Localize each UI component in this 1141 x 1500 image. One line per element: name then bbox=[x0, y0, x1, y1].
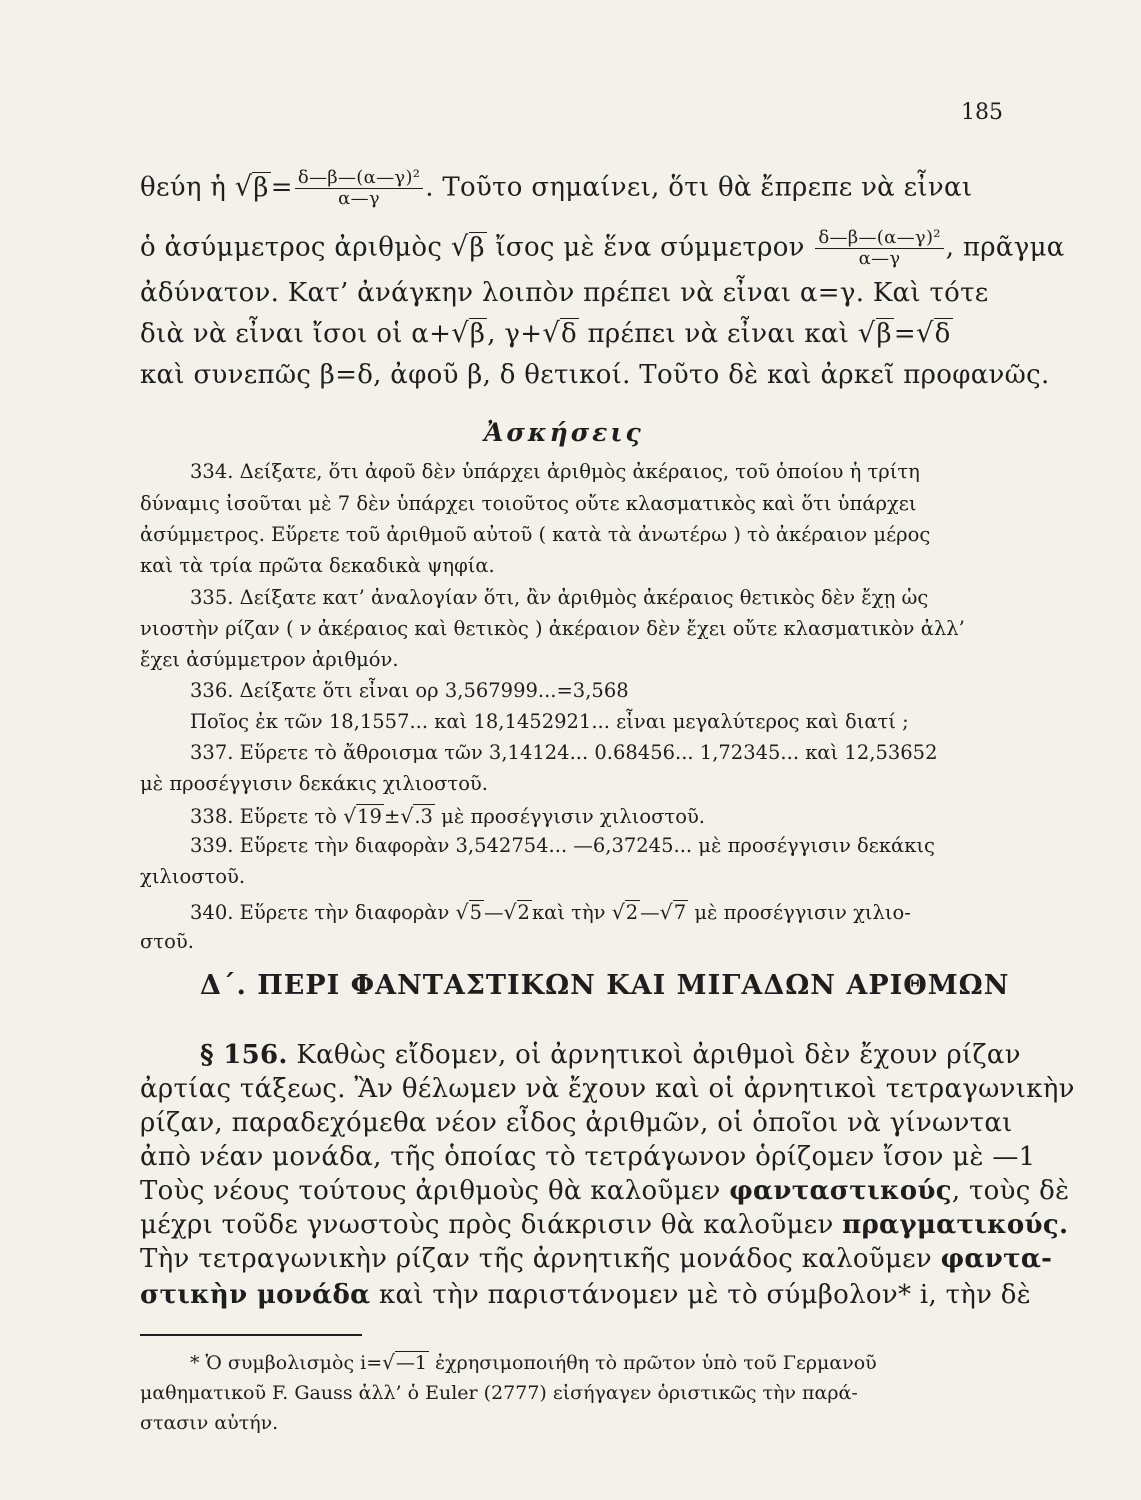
body-line-3: ρίζαν, παραδεχόμεθα νέον εἶδος ἀριθμῶν, οἱ ὁποῖοι νὰ γίνωνται bbox=[140, 1108, 1013, 1138]
text-span: μὲ προσέγγισιν χιλιο- bbox=[688, 901, 911, 924]
footnote-line-1 bbox=[190, 1350, 1008, 1374]
sqrt-symbol: √ bbox=[542, 318, 561, 349]
radicand: β bbox=[876, 319, 892, 349]
fraction-numerator: δ—β—(α—γ)² bbox=[295, 168, 423, 189]
radicand: 2 bbox=[517, 901, 530, 924]
text-span: θεύη ἡ bbox=[140, 172, 235, 203]
sqrt-symbol: √ bbox=[611, 900, 625, 924]
text-span: καὶ τὴν bbox=[531, 901, 612, 924]
radicand: β bbox=[253, 172, 269, 203]
sqrt-symbol: √ bbox=[455, 900, 469, 924]
exercise-334-line-4: καὶ τὰ τρία πρῶτα δεκαδικὰ ψηφία. bbox=[140, 554, 495, 577]
exercise-339-line-1: 339. Εὕρετε τὴν διαφορὰν 3,542754... —6,37245... μὲ προσέγγισιν δεκάκις bbox=[190, 834, 935, 857]
text-line-1 bbox=[140, 168, 1008, 209]
radicand: δ bbox=[561, 319, 577, 349]
exercise-338-line bbox=[190, 804, 1008, 828]
body-line-8 bbox=[140, 1280, 1032, 1310]
fraction bbox=[295, 168, 423, 209]
text-span: μέχρι τοῦδε γνωστοὺς πρὸς διάκρισιν θὰ καλοῦμεν bbox=[140, 1210, 843, 1240]
fraction-numerator: δ—β—(α—γ)² bbox=[815, 228, 943, 249]
section-number: § 156. bbox=[200, 1040, 288, 1070]
sqrt-symbol: √ bbox=[343, 804, 357, 828]
text-line-2 bbox=[140, 227, 1065, 269]
fraction-denominator: α—γ bbox=[858, 248, 901, 269]
equals-sign: = bbox=[270, 172, 293, 203]
bold-term: φαντα- bbox=[940, 1244, 1053, 1274]
equals-sign: = bbox=[893, 319, 916, 349]
text-span: . Τοῦτο σημαίνει, ὅτι θὰ ἔπρεπε νὰ εἶναι bbox=[425, 172, 973, 203]
sqrt-symbol: √ bbox=[382, 1350, 395, 1374]
body-line-6 bbox=[140, 1210, 1069, 1240]
exercise-337-line-1: 337. Εὕρετε τὸ ἄθροισμα τῶν 3,14124... 0.68456... 1,72345... καὶ 12,53652 bbox=[190, 741, 938, 764]
exercise-334-line-3: ἀσύμμετρος. Εὕρετε τοῦ ἀριθμοῦ αὐτοῦ ( κατὰ τὰ ἀνωτέρω ) τὸ ἀκέραιον μέρος bbox=[140, 523, 931, 546]
text-span: * Ὁ συμβολισμὸς i= bbox=[190, 1352, 383, 1374]
text-span: Καθὼς εἴδομεν, οἱ ἀρνητικοὶ ἀριθμοὶ δὲν ἔχουν ρίζαν bbox=[287, 1040, 1021, 1070]
exercise-340-line-1 bbox=[190, 900, 1008, 924]
radicand: 19 bbox=[357, 805, 382, 828]
fraction bbox=[815, 228, 943, 269]
body-line-5 bbox=[140, 1176, 1070, 1206]
body-line-1 bbox=[200, 1040, 1021, 1070]
text-span: Τὴν τετραγωνικὴν ρίζαν τῆς ἀρνητικῆς μονάδος καλοῦμεν bbox=[140, 1244, 941, 1274]
exercise-340-line-2: στοῦ. bbox=[140, 930, 194, 953]
text-line-3: ἀδύνατον. Κατ’ ἀνάγκην λοιπὸν πρέπει νὰ εἶναι α=γ. Καὶ τότε bbox=[140, 278, 989, 308]
text-span: διὰ νὰ εἶναι ἴσοι οἱ α+ bbox=[140, 319, 452, 349]
exercise-335-line-3: ἔχει ἀσύμμετρον ἀριθμόν. bbox=[140, 648, 399, 671]
exercises-title: Ἀσκήσεις bbox=[484, 418, 644, 447]
sqrt-symbol: √ bbox=[234, 171, 253, 203]
sqrt-symbol: √ bbox=[857, 318, 876, 349]
sqrt-symbol: √ bbox=[659, 900, 673, 924]
footnote-line-3: στασιν αὐτήν. bbox=[140, 1412, 279, 1434]
bold-term: πραγματικούς. bbox=[842, 1210, 1069, 1240]
text-span: 340. Εὕρετε τὴν διαφορὰν bbox=[190, 901, 456, 924]
text-span: 338. Εὕρετε τὸ bbox=[190, 805, 344, 828]
page-number: 185 bbox=[961, 100, 1003, 125]
text-span: , πρᾶγμα bbox=[945, 232, 1065, 263]
text-span: Τοὺς νέους τούτους ἀριθμοὺς θὰ καλοῦμεν bbox=[140, 1176, 730, 1206]
text-span: ἐχρησιμοποιήθη τὸ πρῶτον ὑπὸ τοῦ Γερμανοῦ bbox=[428, 1352, 877, 1374]
fraction-denominator: α—γ bbox=[338, 188, 380, 209]
radicand: 2 bbox=[625, 901, 639, 924]
radicand: β bbox=[469, 319, 486, 349]
bold-term: φανταστικούς bbox=[729, 1176, 952, 1206]
sqrt-symbol: √ bbox=[450, 231, 469, 263]
text-line-4 bbox=[140, 318, 1008, 349]
exercise-335-line-2: νιοστὴν ρίζαν ( ν ἀκέραιος καὶ θετικὸς ) ἀκέραιον δὲν ἔχει οὔτε κλασματικὸν ἀλλ’ bbox=[140, 617, 965, 640]
text-span: , τοὺς δὲ bbox=[951, 1176, 1070, 1206]
radicand: —1 bbox=[395, 1352, 427, 1374]
text-span: μὲ προσέγγισιν χιλιοστοῦ. bbox=[434, 805, 705, 828]
plus-minus-sign: ± bbox=[383, 805, 401, 828]
sqrt-symbol: √ bbox=[400, 804, 414, 828]
text-span: καὶ τὴν παριστάνομεν μὲ τὸ σύμβολον* i, τὴν δὲ bbox=[370, 1280, 1032, 1310]
text-span: ὁ ἀσύμμετρος ἀριθμὸς bbox=[140, 232, 451, 263]
body-line-4: ἀπὸ νέαν μονάδα, τῆς ὁποίας τὸ τετράγωνον ὁρίζομεν ἴσον μὲ —1 bbox=[140, 1142, 1036, 1172]
bold-term: στικὴν μονάδα bbox=[140, 1280, 371, 1310]
minus-sign: — bbox=[484, 901, 504, 924]
text-span: πρέπει νὰ εἶναι καὶ bbox=[578, 319, 858, 349]
exercise-335-line-1: 335. Δείξατε κατ’ ἀναλογίαν ὅτι, ἂν ἀριθμὸς ἀκέραιος θετικὸς δὲν ἔχῃ ὡς bbox=[190, 586, 929, 609]
section-heading: Δ΄. ΠΕΡΙ ΦΑΝΤΑΣΤΙΚΩΝ ΚΑΙ ΜΙΓΑΔΩΝ ΑΡΙΘΜΩΝ bbox=[200, 970, 1010, 1001]
body-line-7 bbox=[140, 1244, 1053, 1274]
exercise-336-line-2: Ποῖος ἐκ τῶν 18,1557... καὶ 18,1452921... εἶναι μεγαλύτερος καὶ διατί ; bbox=[190, 710, 909, 733]
footnote-line-2: μαθηματικοῦ F. Gauss ἀλλ’ ὁ Euler (2777) εἰσήγαγεν ὁριστικῶς τὴν παρά- bbox=[140, 1382, 858, 1404]
exercise-334-line-1: 334. Δείξατε, ὅτι ἀφοῦ δὲν ὑπάρχει ἀριθμὸς ἀκέραιος, τοῦ ὁποίου ἡ τρίτη bbox=[190, 460, 920, 483]
footnote-divider bbox=[140, 1334, 362, 1336]
text-line-5: καὶ συνεπῶς β=δ, ἀφοῦ β, δ θετικοί. Τοῦτο δὲ καὶ ἀρκεῖ προφανῶς. bbox=[140, 360, 1050, 390]
exercise-337-line-2: μὲ προσέγγισιν δεκάκις χιλιοστοῦ. bbox=[140, 772, 488, 795]
sqrt-symbol: √ bbox=[915, 318, 934, 349]
sqrt-symbol: √ bbox=[503, 900, 517, 924]
radicand: 5 bbox=[469, 901, 482, 924]
text-span: ἴσος μὲ ἕνα σύμμετρον bbox=[486, 232, 814, 263]
exercise-336-line-1: 336. Δείξατε ὅτι εἶναι ορ 3,567999...=3,568 bbox=[190, 679, 629, 702]
exercise-339-line-2: χιλιοστοῦ. bbox=[140, 865, 246, 888]
text-span: , γ+ bbox=[487, 319, 543, 349]
minus-sign: — bbox=[640, 901, 660, 924]
radicand: .3 bbox=[414, 805, 433, 828]
body-line-2: ἀρτίας τάξεως. Ἂν θέλωμεν νὰ ἔχουν καὶ οἱ ἀρνητικοὶ τετραγωνικὴν bbox=[140, 1074, 1075, 1104]
radicand: β bbox=[469, 232, 485, 263]
exercise-334-line-2: δύναμις ἰσοῦται μὲ 7 δὲν ὑπάρχει τοιοῦτος οὔτε κλασματικὸς καὶ ὅτι ὑπάρχει bbox=[140, 492, 917, 515]
sqrt-symbol: √ bbox=[451, 318, 469, 349]
radicand: 7 bbox=[673, 901, 687, 924]
radicand: δ bbox=[934, 319, 951, 349]
